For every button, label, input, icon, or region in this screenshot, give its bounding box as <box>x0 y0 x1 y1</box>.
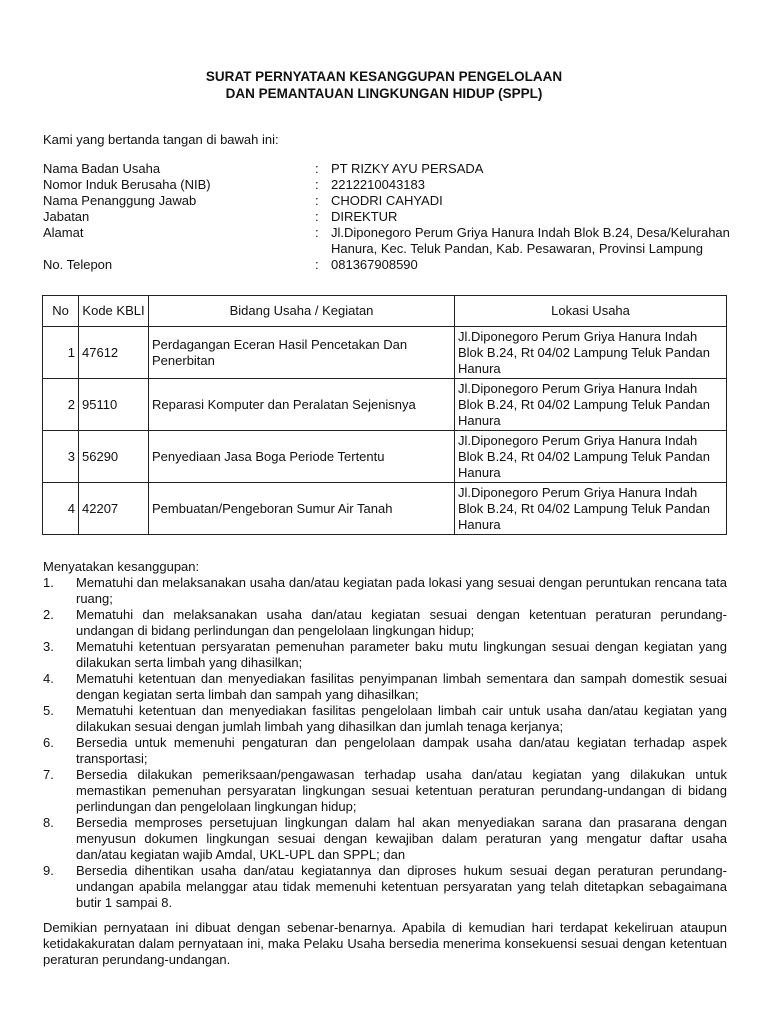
identity-colon: : <box>315 193 319 208</box>
identity-value: DIREKTUR <box>331 209 398 224</box>
cell-no: 2 <box>43 379 79 431</box>
list-item-text: Mematuhi ketentuan persyaratan pemenuhan parameter baku mutu lingkungan sesuai dengan kegiatan yang dilakukan serta limbah yang dihasilkan; <box>76 639 727 670</box>
cell-lokasi: Jl.Diponegoro Perum Griya Hanura Indah Blok B.24, Rt 04/02 Lampung Teluk Pandan Hanura <box>455 379 727 431</box>
header-kode-kbli: Kode KBLI <box>79 296 149 327</box>
identity-value: 081367908590 <box>331 257 418 272</box>
list-item-text: Mematuhi dan melaksanakan usaha dan/atau kegiatan sesuai dengan ketentuan peraturan perundang-undangan di bidang perlindungan dan pengelolaan lingkungan hidup; <box>76 607 727 638</box>
cell-lokasi: Jl.Diponegoro Perum Griya Hanura Indah Blok B.24, Rt 04/02 Lampung Teluk Pandan Hanura <box>455 327 727 379</box>
identity-label: Nama Penanggung Jawab <box>43 193 197 208</box>
list-item-number: 9. <box>43 863 54 878</box>
list-item-number: 7. <box>43 767 54 782</box>
identity-value: Jl.Diponegoro Perum Griya Hanura Indah Blok B.24, Desa/Kelurahan Hanura, Kec. Teluk Pandan, Kab. Pesawaran, Provinsi Lampung <box>331 225 730 256</box>
cell-bidang: Pembuatan/Pengeboran Sumur Air Tanah <box>149 483 455 535</box>
title-line-2: DAN PEMANTAUAN LINGKUNGAN HIDUP (SPPL) <box>225 86 543 101</box>
identity-row-nib <box>43 177 733 193</box>
identity-colon: : <box>315 161 319 176</box>
cell-lokasi: Jl.Diponegoro Perum Griya Hanura Indah Blok B.24, Rt 04/02 Lampung Teluk Pandan Hanura <box>455 483 727 535</box>
cell-no: 4 <box>43 483 79 535</box>
commitments-heading: Menyatakan kesanggupan: <box>43 559 200 574</box>
identity-label: Alamat <box>43 225 84 240</box>
identity-value: 2212210043183 <box>331 177 425 192</box>
intro-text: Kami yang bertanda tangan di bawah ini: <box>43 132 279 147</box>
header-bidang-usaha: Bidang Usaha / Kegiatan <box>149 296 455 327</box>
identity-label: Jabatan <box>43 209 90 224</box>
list-item <box>43 767 727 815</box>
cell-bidang: Penyediaan Jasa Boga Periode Tertentu <box>149 431 455 483</box>
identity-colon: : <box>315 257 319 272</box>
identity-row-phone <box>43 257 733 273</box>
identity-label: Nama Badan Usaha <box>43 161 161 176</box>
cell-bidang: Reparasi Komputer dan Peralatan Sejenisnya <box>149 379 455 431</box>
header-no: No <box>43 296 79 327</box>
list-item-text: Mematuhi ketentuan dan menyediakan fasilitas pengelolaan limbah cair untuk usaha dan/atau kegiatan yang dilakukan sesuai dengan jumlah limbah yang dihasilkan dan jumlah tenaga kerjanya; <box>76 703 727 734</box>
identity-label: No. Telepon <box>43 257 113 272</box>
cell-no: 3 <box>43 431 79 483</box>
table-row <box>43 327 727 379</box>
identity-row-company <box>43 161 733 177</box>
list-item-number: 1. <box>43 575 54 590</box>
list-item <box>43 575 727 607</box>
list-item <box>43 863 727 911</box>
business-activity-table <box>42 295 727 535</box>
list-item <box>43 703 727 735</box>
list-item-number: 5. <box>43 703 54 718</box>
list-item-text: Bersedia dilakukan pemeriksaan/pengawasan terhadap usaha dan/atau kegiatan yang dilakukan untuk memastikan pemenuhan persyaratan lingkungan sesuai ketentuan peraturan perundang-undangan di bidang perlindungan dan pengelolaan lingkungan hidup; <box>76 767 727 814</box>
list-item-text: Bersedia dihentikan usaha dan/atau kegiatannya dan diproses hukum sesuai degan peraturan perundang-undangan apabila melanggar atau tidak memenuhi ketentuan persyaratan yang telah ditetapkan sebagaimana butir 1 sampai 8. <box>76 863 727 910</box>
identity-colon: : <box>315 225 319 240</box>
identity-colon: : <box>315 177 319 192</box>
list-item <box>43 735 727 767</box>
identity-row-position <box>43 209 733 225</box>
table-header-row <box>43 296 727 327</box>
list-item-text: Mematuhi ketentuan dan menyediakan fasilitas penyimpanan limbah sementara dan sampah domestik sesuai dengan kegiatan serta limbah dan sampah yang dihasilkan; <box>76 671 727 702</box>
cell-bidang: Perdagangan Eceran Hasil Pencetakan Dan Penerbitan <box>149 327 455 379</box>
list-item <box>43 815 727 863</box>
identity-colon: : <box>315 209 319 224</box>
list-item-text: Bersedia memproses persetujuan lingkungan dalam hal akan menyediakan sarana dan prasarana dengan menyusun dokumen lingkungan sesuai dengan kewajiban dalam peraturan yang mengatur daftar usaha dan/atau kegiatan wajib Amdal, UKL-UPL dan SPPL; dan <box>76 815 727 862</box>
header-lokasi-usaha: Lokasi Usaha <box>455 296 727 327</box>
list-item-number: 8. <box>43 815 54 830</box>
list-item <box>43 671 727 703</box>
commitments-list <box>43 575 727 911</box>
cell-no: 1 <box>43 327 79 379</box>
identity-label: Nomor Induk Berusaha (NIB) <box>43 177 211 192</box>
cell-kode: 56290 <box>79 431 149 483</box>
identity-block <box>43 161 733 273</box>
list-item-number: 4. <box>43 671 54 686</box>
identity-value: CHODRI CAHYADI <box>331 193 443 208</box>
table-row <box>43 431 727 483</box>
title-line-1: SURAT PERNYATAAN KESANGGUPAN PENGELOLAAN <box>205 69 563 84</box>
document-title <box>0 68 768 102</box>
closing-paragraph: Demikian pernyataan ini dibuat dengan sebenar-benarnya. Apabila di kemudian hari terdapat kekeliruan ataupun ketidakakuratan dalam pernyataan ini, maka Pelaku Usaha bersedia menerima konsekuensi sesuai dengan ketentuan peraturan perundang-undangan. <box>43 920 727 967</box>
list-item-number: 6. <box>43 735 54 750</box>
list-item-number: 2. <box>43 607 54 622</box>
identity-row-responsible <box>43 193 733 209</box>
cell-kode: 95110 <box>79 379 149 431</box>
cell-kode: 47612 <box>79 327 149 379</box>
identity-row-address <box>43 225 733 257</box>
cell-lokasi: Jl.Diponegoro Perum Griya Hanura Indah Blok B.24, Rt 04/02 Lampung Teluk Pandan Hanura <box>455 431 727 483</box>
list-item <box>43 639 727 671</box>
list-item-text: Mematuhi dan melaksanakan usaha dan/atau kegiatan pada lokasi yang sesuai dengan peruntukan rencana tata ruang; <box>76 575 727 606</box>
identity-value: PT RIZKY AYU PERSADA <box>331 161 484 176</box>
cell-kode: 42207 <box>79 483 149 535</box>
list-item-text: Bersedia untuk memenuhi pengaturan dan pengelolaan dampak usaha dan/atau kegiatan terhadap aspek transportasi; <box>76 735 727 766</box>
table-row <box>43 379 727 431</box>
list-item <box>43 607 727 639</box>
list-item-number: 3. <box>43 639 54 654</box>
table-row <box>43 483 727 535</box>
